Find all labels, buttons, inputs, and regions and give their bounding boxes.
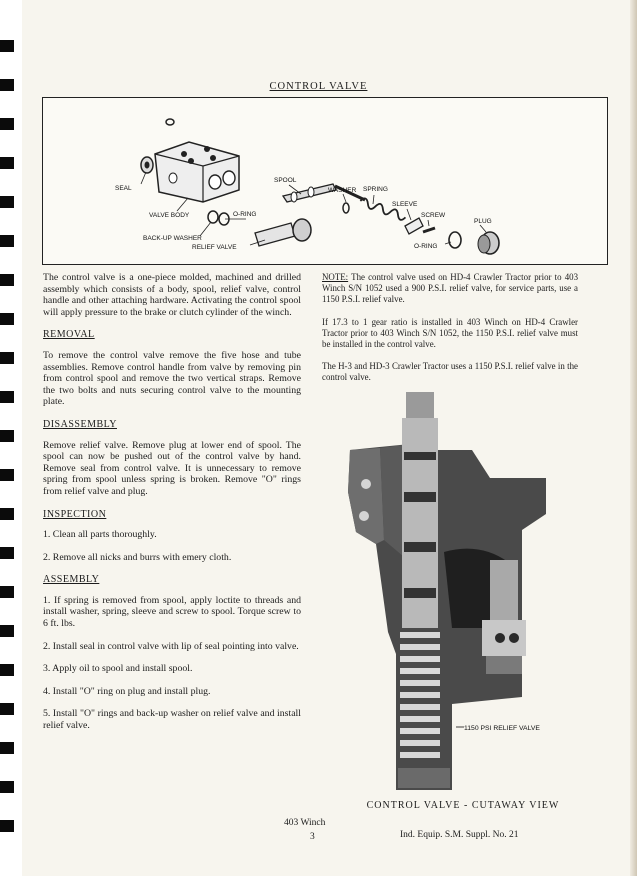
disassembly-text: Remove relief valve. Remove plug at lower end of spool. The spool can now be pushed out of the control valve by hand. Remove seal from control valve. It is unnecessary to remove spring from spool unless spring is broken. Remove "O" rings from relief valve and plug.: [43, 439, 301, 497]
label-plug: PLUG: [474, 218, 492, 225]
note-2: If 17.3 to 1 gear ratio is installed in 403 Winch on HD-4 Crawler Tractor prior to 403 Winch S/N 1052, the 1150 P.S.I. relief valve must be installed in the control valve.: [322, 316, 578, 350]
binding-hole: [0, 352, 14, 364]
exploded-view-diagram: [42, 97, 608, 265]
photo-caption: CONTROL VALVE - CUTAWAY VIEW: [366, 800, 560, 811]
binding-hole: [0, 118, 14, 130]
binding-hole: [0, 820, 14, 832]
label-o-ring: O-RING: [233, 211, 257, 218]
intro-paragraph: The control valve is a one-piece molded, machined and drilled assembly which consists of a body, spool, relief valve, control handle and other attaching hardware. Activating the control spool will apply pressure to the brake or clutch cylinder of the winch.: [43, 272, 301, 318]
label-valve-body: VALVE BODY: [149, 212, 190, 219]
label-sleeve: SLEEVE: [392, 201, 418, 208]
assembly-step: 4. Install "O" ring on plug and install plug.: [43, 685, 211, 697]
binding-hole: [0, 430, 14, 442]
inspection-step: 2. Remove all nicks and burrs with emery cloth.: [43, 551, 232, 563]
right-column: [322, 272, 578, 395]
assembly-heading: ASSEMBLY: [43, 574, 100, 586]
binding-hole: [0, 625, 14, 637]
binding-hole: [0, 274, 14, 286]
page-number: 3: [310, 832, 315, 842]
binding-hole: [0, 313, 14, 325]
label-o-ring: O-RING: [414, 243, 438, 250]
assembly-step: 3. Apply oil to spool and install spool.: [43, 663, 193, 675]
label-back-up-washer: BACK-UP WASHER: [143, 235, 202, 242]
binding-hole: [0, 40, 14, 52]
binding-hole: [0, 781, 14, 793]
assembly-step: 1. If spring is removed from spool, apply loctite to threads and install washer, spring, sleeve and screw to spool. Torque screw to 6 ft. lbs.: [43, 594, 301, 630]
binding-hole: [0, 703, 14, 715]
inspection-heading: INSPECTION: [43, 508, 107, 520]
disassembly-heading: DISASSEMBLY: [43, 418, 117, 430]
note-1-text: The control valve used on HD-4 Crawler Tractor prior to 403 Winch S/N 1052 used a 900 P.S.I. relief valve, for service parts, use a 1150 P.S.I. relief valve.: [322, 272, 579, 305]
binding-hole: [0, 196, 14, 208]
binding-hole: [0, 664, 14, 676]
inspection-step: 1. Clean all parts thoroughly.: [43, 529, 157, 541]
removal-heading: REMOVAL: [43, 329, 95, 341]
removal-text: To remove the control valve remove the five hose and tube assemblies. Remove control handle from valve by removing pin from control spool and remove the two vertical straps. Remove the two bolts and nuts securing control valve to the mounting plate.: [43, 349, 301, 408]
binding-hole: [0, 742, 14, 754]
page-edge: [630, 0, 637, 876]
label-spring: SPRING: [363, 186, 388, 193]
note-1: [322, 272, 578, 306]
left-column: [43, 272, 301, 743]
binding-hole: [0, 157, 14, 169]
relief-valve-callout: 1150 PSI RELIEF VALVE: [464, 725, 540, 732]
binding-hole: [0, 469, 14, 481]
label-screw: SCREW: [421, 212, 446, 219]
note-label: NOTE:: [322, 272, 349, 282]
footer-reference: Ind. Equip. S.M. Suppl. No. 21: [400, 830, 519, 840]
spiral-binding: [0, 0, 22, 876]
binding-hole: [0, 508, 14, 520]
footer-model: 403 Winch: [284, 818, 326, 828]
cutaway-photo: [340, 392, 585, 797]
label-spool: SPOOL: [274, 177, 297, 184]
note-3: The H-3 and HD-3 Crawler Tractor uses a 1150 P.S.I. relief valve in the control valve.: [322, 361, 578, 383]
binding-hole: [0, 586, 14, 598]
label-seal: SEAL: [115, 185, 132, 192]
label-relief-valve: RELIEF VALVE: [192, 244, 237, 251]
assembly-step: 5. Install "O" rings and back-up washer on relief valve and install relief valve.: [43, 708, 301, 732]
binding-hole: [0, 391, 14, 403]
page-title: CONTROL VALVE: [269, 81, 368, 92]
binding-hole: [0, 235, 14, 247]
label-washer: WASHER: [328, 187, 357, 194]
assembly-step: 2. Install seal in control valve with lip of seal pointing into valve.: [43, 640, 299, 652]
binding-hole: [0, 547, 14, 559]
